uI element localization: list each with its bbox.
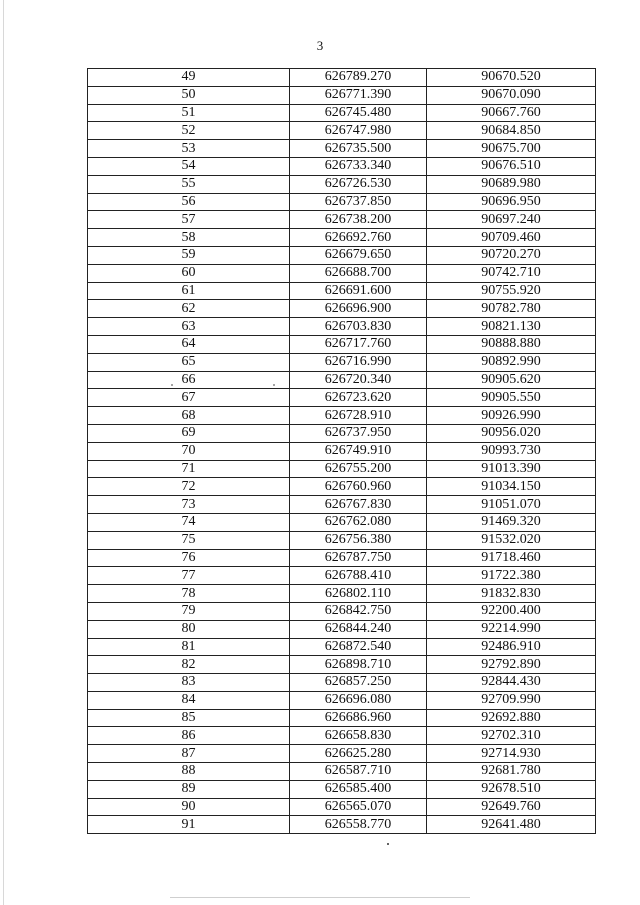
table-row [88,442,596,460]
table-row [88,816,596,834]
point-number-cell: 75 [88,531,290,549]
x-coordinate-cell: 626789.270 [290,69,427,87]
x-coordinate-cell: 626679.650 [290,246,427,264]
table-row [88,478,596,496]
table-row [88,122,596,140]
y-coordinate-cell: 92678.510 [427,780,596,798]
y-coordinate-cell: 92714.930 [427,745,596,763]
point-number-cell: 59 [88,246,290,264]
x-coordinate-cell: 626771.390 [290,86,427,104]
table-row [88,140,596,158]
table-row [88,353,596,371]
x-coordinate-cell: 626842.750 [290,602,427,620]
point-number-cell: 62 [88,300,290,318]
y-coordinate-cell: 92792.890 [427,656,596,674]
x-coordinate-cell: 626747.980 [290,122,427,140]
table-row [88,157,596,175]
y-coordinate-cell: 90892.990 [427,353,596,371]
point-number-cell: 72 [88,478,290,496]
x-coordinate-cell: 626767.830 [290,496,427,514]
table-row [88,585,596,603]
table-row [88,407,596,425]
page-number: 3 [316,38,324,53]
table-row [88,424,596,442]
y-coordinate-cell: 92200.400 [427,602,596,620]
y-coordinate-cell: 91051.070 [427,496,596,514]
y-coordinate-cell: 90670.090 [427,86,596,104]
coordinates-table-body [88,69,596,834]
scan-edge-line [3,0,4,905]
x-coordinate-cell: 626587.710 [290,763,427,781]
y-coordinate-cell: 90696.950 [427,193,596,211]
x-coordinate-cell: 626762.080 [290,513,427,531]
x-coordinate-cell: 626726.530 [290,175,427,193]
x-coordinate-cell: 626760.960 [290,478,427,496]
table-row [88,193,596,211]
y-coordinate-cell: 90675.700 [427,140,596,158]
x-coordinate-cell: 626723.620 [290,389,427,407]
x-coordinate-cell: 626733.340 [290,157,427,175]
point-number-cell: 82 [88,656,290,674]
point-number-cell: 81 [88,638,290,656]
point-number-cell: 64 [88,335,290,353]
table-row [88,246,596,264]
y-coordinate-cell: 92649.760 [427,798,596,816]
point-number-cell: 91 [88,816,290,834]
point-number-cell: 68 [88,407,290,425]
y-coordinate-cell: 92709.990 [427,691,596,709]
point-number-cell: 79 [88,602,290,620]
y-coordinate-cell: 91469.320 [427,513,596,531]
point-number-cell: 88 [88,763,290,781]
x-coordinate-cell: 626692.760 [290,229,427,247]
y-coordinate-cell: 90742.710 [427,264,596,282]
point-number-cell: 53 [88,140,290,158]
point-number-cell: 73 [88,496,290,514]
point-number-cell: 60 [88,264,290,282]
scan-bottom-line [170,897,470,898]
x-coordinate-cell: 626565.070 [290,798,427,816]
scan-speck [273,384,275,386]
x-coordinate-cell: 626691.600 [290,282,427,300]
point-number-cell: 78 [88,585,290,603]
point-number-cell: 80 [88,620,290,638]
y-coordinate-cell: 90697.240 [427,211,596,229]
y-coordinate-cell: 90905.620 [427,371,596,389]
x-coordinate-cell: 626717.760 [290,335,427,353]
table-row [88,567,596,585]
point-number-cell: 85 [88,709,290,727]
table-row [88,300,596,318]
point-number-cell: 67 [88,389,290,407]
scan-speck [387,843,389,845]
x-coordinate-cell: 626755.200 [290,460,427,478]
y-coordinate-cell: 90670.520 [427,69,596,87]
y-coordinate-cell: 90755.920 [427,282,596,300]
x-coordinate-cell: 626737.950 [290,424,427,442]
x-coordinate-cell: 626658.830 [290,727,427,745]
x-coordinate-cell: 626728.910 [290,407,427,425]
table-row [88,602,596,620]
x-coordinate-cell: 626686.960 [290,709,427,727]
y-coordinate-cell: 90888.880 [427,335,596,353]
table-row [88,282,596,300]
table-row [88,371,596,389]
table-row [88,513,596,531]
table-row [88,780,596,798]
point-number-cell: 70 [88,442,290,460]
point-number-cell: 74 [88,513,290,531]
x-coordinate-cell: 626844.240 [290,620,427,638]
y-coordinate-cell: 90782.780 [427,300,596,318]
point-number-cell: 57 [88,211,290,229]
x-coordinate-cell: 626756.380 [290,531,427,549]
point-number-cell: 84 [88,691,290,709]
y-coordinate-cell: 90676.510 [427,157,596,175]
y-coordinate-cell: 91722.380 [427,567,596,585]
table-row [88,318,596,336]
point-number-cell: 71 [88,460,290,478]
y-coordinate-cell: 90720.270 [427,246,596,264]
x-coordinate-cell: 626738.200 [290,211,427,229]
point-number-cell: 87 [88,745,290,763]
x-coordinate-cell: 626720.340 [290,371,427,389]
y-coordinate-cell: 92214.990 [427,620,596,638]
x-coordinate-cell: 626788.410 [290,567,427,585]
y-coordinate-cell: 92702.310 [427,727,596,745]
scan-speck [171,384,173,386]
x-coordinate-cell: 626716.990 [290,353,427,371]
x-coordinate-cell: 626872.540 [290,638,427,656]
table-row [88,229,596,247]
y-coordinate-cell: 91832.830 [427,585,596,603]
x-coordinate-cell: 626696.080 [290,691,427,709]
y-coordinate-cell: 92641.480 [427,816,596,834]
point-number-cell: 50 [88,86,290,104]
table-row [88,460,596,478]
y-coordinate-cell: 90821.130 [427,318,596,336]
x-coordinate-cell: 626625.280 [290,745,427,763]
table-row [88,674,596,692]
y-coordinate-cell: 90667.760 [427,104,596,122]
y-coordinate-cell: 92692.880 [427,709,596,727]
point-number-cell: 77 [88,567,290,585]
point-number-cell: 65 [88,353,290,371]
point-number-cell: 89 [88,780,290,798]
table-row [88,496,596,514]
y-coordinate-cell: 90956.020 [427,424,596,442]
y-coordinate-cell: 91532.020 [427,531,596,549]
y-coordinate-cell: 91013.390 [427,460,596,478]
x-coordinate-cell: 626749.910 [290,442,427,460]
y-coordinate-cell: 91034.150 [427,478,596,496]
x-coordinate-cell: 626787.750 [290,549,427,567]
table-row [88,620,596,638]
x-coordinate-cell: 626745.480 [290,104,427,122]
table-row [88,656,596,674]
y-coordinate-cell: 90709.460 [427,229,596,247]
table-row [88,549,596,567]
point-number-cell: 52 [88,122,290,140]
x-coordinate-cell: 626558.770 [290,816,427,834]
table-row [88,104,596,122]
point-number-cell: 61 [88,282,290,300]
table-row [88,709,596,727]
point-number-cell: 58 [88,229,290,247]
table-row [88,745,596,763]
x-coordinate-cell: 626696.900 [290,300,427,318]
y-coordinate-cell: 90684.850 [427,122,596,140]
table-row [88,691,596,709]
table-row [88,335,596,353]
x-coordinate-cell: 626898.710 [290,656,427,674]
y-coordinate-cell: 90926.990 [427,407,596,425]
table-row [88,531,596,549]
point-number-cell: 54 [88,157,290,175]
point-number-cell: 55 [88,175,290,193]
point-number-cell: 90 [88,798,290,816]
table-row [88,264,596,282]
point-number-cell: 83 [88,674,290,692]
table-row [88,69,596,87]
point-number-cell: 63 [88,318,290,336]
x-coordinate-cell: 626802.110 [290,585,427,603]
point-number-cell: 56 [88,193,290,211]
point-number-cell: 69 [88,424,290,442]
y-coordinate-cell: 91718.460 [427,549,596,567]
point-number-cell: 49 [88,69,290,87]
y-coordinate-cell: 90905.550 [427,389,596,407]
table-row [88,389,596,407]
x-coordinate-cell: 626585.400 [290,780,427,798]
point-number-cell: 51 [88,104,290,122]
table-row [88,211,596,229]
table-row [88,638,596,656]
coordinates-table [87,68,596,834]
x-coordinate-cell: 626735.500 [290,140,427,158]
y-coordinate-cell: 92486.910 [427,638,596,656]
table-row [88,175,596,193]
y-coordinate-cell: 92844.430 [427,674,596,692]
point-number-cell: 86 [88,727,290,745]
table-row [88,86,596,104]
x-coordinate-cell: 626857.250 [290,674,427,692]
table-row [88,763,596,781]
table-row [88,798,596,816]
y-coordinate-cell: 90689.980 [427,175,596,193]
point-number-cell: 66 [88,371,290,389]
table-row [88,727,596,745]
x-coordinate-cell: 626737.850 [290,193,427,211]
x-coordinate-cell: 626703.830 [290,318,427,336]
x-coordinate-cell: 626688.700 [290,264,427,282]
y-coordinate-cell: 92681.780 [427,763,596,781]
y-coordinate-cell: 90993.730 [427,442,596,460]
point-number-cell: 76 [88,549,290,567]
